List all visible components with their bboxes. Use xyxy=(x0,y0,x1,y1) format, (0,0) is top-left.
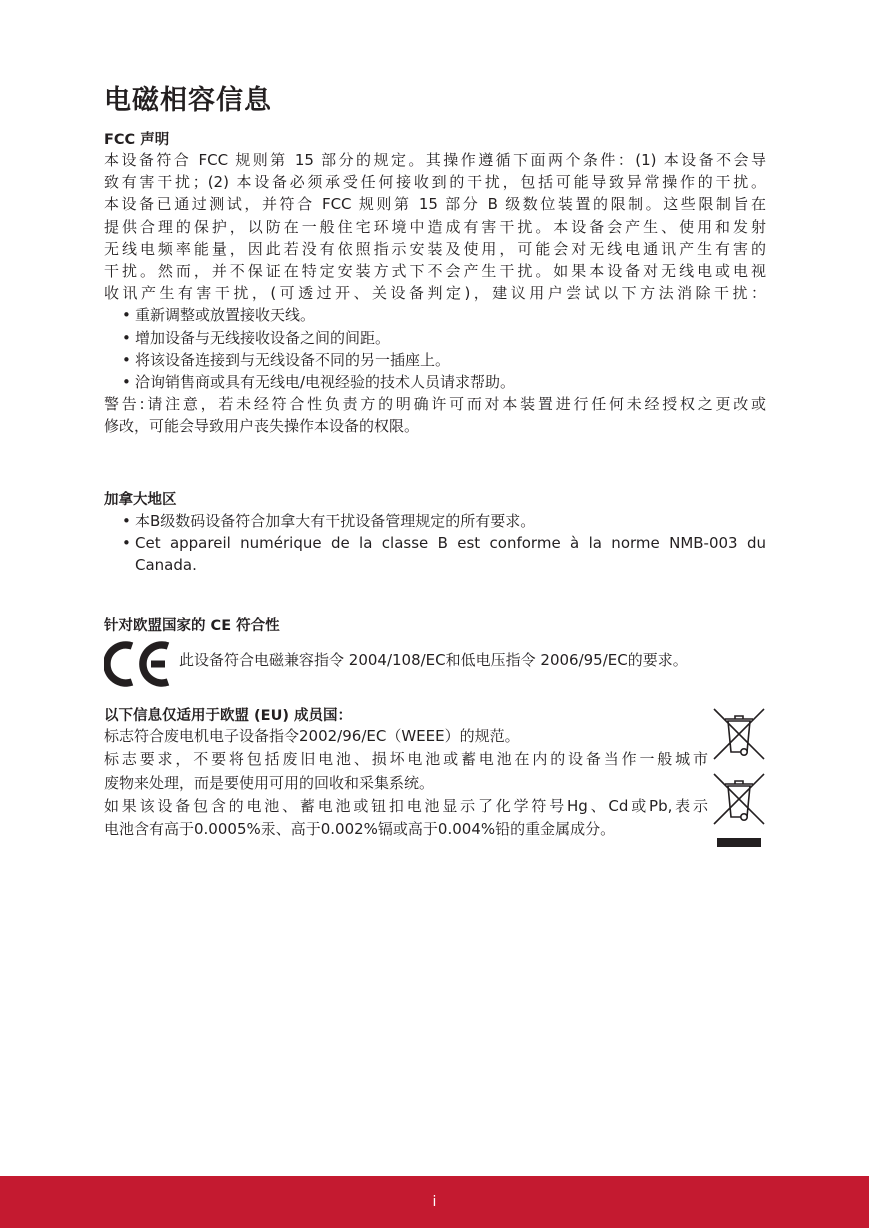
fcc-line: 提供合理的保护，以防在一般住宅环境中造成有害干扰。本设备会产生、使用和发射 xyxy=(104,217,766,236)
bullet-text: 洽询销售商或具有无线电/电视经验的技术人员请求帮助。 xyxy=(135,373,516,392)
eu-line: 标志符合废电机电子设备指令2002/96/EC（WEEE）的规范。 xyxy=(104,727,520,745)
weee-crossed-bin-icon xyxy=(711,706,767,762)
list-item: • 将该设备连接到与无线设备不同的另一插座上。 xyxy=(104,349,766,371)
ce-text: 此设备符合电磁兼容指令 2004/108/EC和低电压指令 2006/95/EC的要求。 xyxy=(179,651,688,669)
ce-statement xyxy=(104,640,766,690)
bullet-text: 增加设备与无线接收设备之间的间距。 xyxy=(135,328,391,347)
bullet-text: Cet appareil numérique de la classe B est conforme à la norme NMB-003 du Canada. xyxy=(135,534,766,575)
fcc-warning-line: 警告:请注意，若未经符合性负责方的明确许可而对本装置进行任何未经授权之更改或 xyxy=(104,395,766,414)
fcc-line: 干扰。然而，并不保证在特定安装方式下不会产生干扰。如果本设备对无线电或电视 xyxy=(104,262,766,281)
fcc-line: 本设备符合 FCC 规则第 15 部分的规定。其操作遵循下面两个条件：(1) 本设备不会导 xyxy=(104,151,766,169)
eu-line: 电池含有高于0.0005%汞、高于0.002%镉或高于0.004%铅的重金属成分。 xyxy=(104,820,616,839)
list-item: • 重新调整或放置接收天线。 xyxy=(104,304,766,326)
list-item: • Cet appareil numérique de la classe B est conforme à la norme NMB-003 du Canada. xyxy=(104,532,766,576)
eu-line: 标志要求，不要将包括废旧电池、损坏电池或蓄电池在内的设备当作一般城市 xyxy=(104,750,708,769)
list-item: • 本B级数码设备符合加拿大有干扰设备管理规定的所有要求。 xyxy=(104,510,766,532)
canada-statement xyxy=(104,510,766,577)
fcc-line: 致有害干扰；(2) 本设备必须承受任何接收到的干扰，包括可能导致异常操作的干扰。 xyxy=(104,173,766,192)
page-title: 电磁相容信息 xyxy=(104,85,272,116)
bullet-text: 重新调整或放置接收天线。 xyxy=(135,306,316,325)
eu-line: 如果该设备包含的电池、蓄电池或钮扣电池显示了化学符号Hg、Cd或Pb,表示 xyxy=(104,796,708,815)
canada-heading: 加拿大地区 xyxy=(104,492,177,508)
list-item: • 洽询销售商或具有无线电/电视经验的技术人员请求帮助。 xyxy=(104,371,766,393)
ce-heading: 针对欧盟国家的 CE 符合性 xyxy=(104,618,280,634)
fcc-warning-line: 修改，可能会导致用户丧失操作本设备的权限。 xyxy=(104,417,420,436)
fcc-line: 本设备已通过测试，并符合 FCC 规则第 15 部分 B 级数位装置的限制。这些限制旨在 xyxy=(104,195,766,214)
eu-line: 废物来处理，而是要使用可用的回收和采集系统。 xyxy=(104,773,435,792)
bullet-text: 将该设备连接到与无线设备不同的另一插座上。 xyxy=(135,350,451,369)
bullet-text: 本B级数码设备符合加拿大有干扰设备管理规定的所有要求。 xyxy=(135,512,536,530)
fcc-line: 收讯产生有害干扰，(可透过开、关设备判定)，建议用户尝试以下方法消除干扰： xyxy=(104,284,766,303)
page-number: i xyxy=(432,1194,437,1210)
fcc-heading: FCC 声明 xyxy=(104,132,170,148)
list-item: • 增加设备与无线接收设备之间的间距。 xyxy=(104,327,766,349)
fcc-line: 无线电频率能量，因此若没有依照指示安装及使用，可能会对无线电通讯产生有害的 xyxy=(104,239,766,258)
footer-bar xyxy=(0,1176,869,1228)
eu-statement xyxy=(104,725,708,841)
eu-heading: 以下信息仅适用于欧盟 (EU) 成员国： xyxy=(104,708,353,724)
ce-mark-icon xyxy=(104,640,172,688)
weee-battery-bin-icon xyxy=(711,771,767,851)
fcc-statement xyxy=(104,149,766,438)
